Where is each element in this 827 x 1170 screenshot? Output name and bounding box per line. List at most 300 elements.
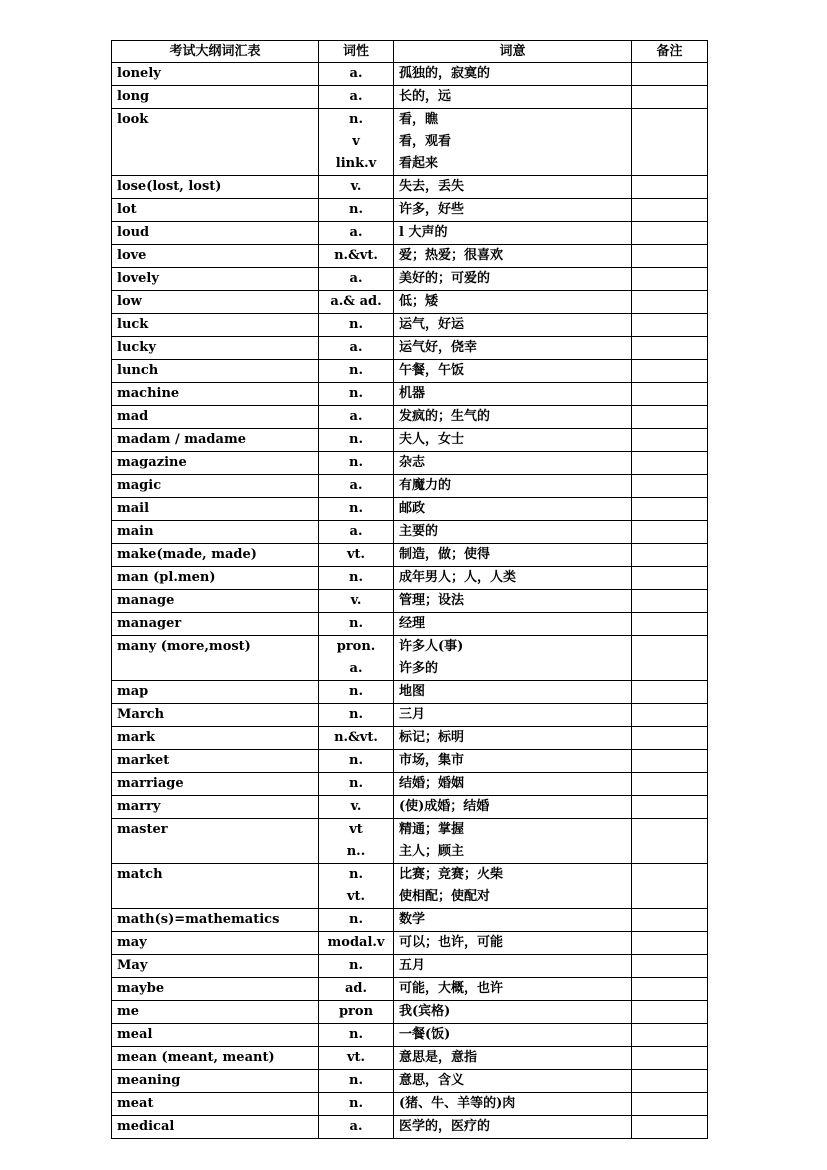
pos-line: n.	[349, 317, 363, 332]
pos-cell	[319, 452, 394, 475]
table-row	[112, 222, 708, 245]
meaning-cell	[394, 955, 632, 978]
table-row	[112, 1116, 708, 1139]
pos-cell	[319, 544, 394, 567]
table-row	[112, 567, 708, 590]
word-cell: maybe	[112, 978, 319, 1001]
table-row	[112, 109, 708, 176]
meaning-line: 意思是，意指	[399, 1050, 478, 1065]
meaning-line: 可以；也许，可能	[399, 935, 504, 950]
pos-cell	[319, 1093, 394, 1116]
pos-cell	[319, 909, 394, 932]
table-row	[112, 796, 708, 819]
word-cell: lunch	[112, 360, 319, 383]
note-cell	[632, 222, 708, 245]
meaning-line: 孤独的，寂寞的	[399, 66, 491, 81]
meaning-line: 有魔力的	[399, 478, 452, 493]
meaning-line: 许多，好些	[399, 202, 465, 217]
word-cell: look	[112, 109, 319, 176]
pos-line: a.& ad.	[330, 294, 382, 309]
note-cell	[632, 360, 708, 383]
word-cell: lose(lost, lost)	[112, 176, 319, 199]
meaning-cell	[394, 86, 632, 109]
pos-cell	[319, 636, 394, 681]
pos-cell	[319, 1070, 394, 1093]
meaning-line: 三月	[399, 707, 426, 722]
word-cell: map	[112, 681, 319, 704]
pos-cell	[319, 475, 394, 498]
meaning-cell	[394, 176, 632, 199]
note-cell	[632, 1001, 708, 1024]
word-cell: mail	[112, 498, 319, 521]
pos-cell	[319, 681, 394, 704]
meaning-cell	[394, 567, 632, 590]
pos-line: n.	[349, 912, 363, 927]
note-cell	[632, 337, 708, 360]
pos-cell	[319, 521, 394, 544]
word-cell: market	[112, 750, 319, 773]
pos-cell	[319, 727, 394, 750]
table-row	[112, 590, 708, 613]
pos-line: a.	[349, 524, 363, 539]
pos-line: vt	[349, 822, 363, 837]
meaning-line: 经理	[399, 616, 426, 631]
table-row	[112, 1001, 708, 1024]
word-cell: lonely	[112, 63, 319, 86]
table-row	[112, 704, 708, 727]
meaning-line: 制造，做；使得	[399, 547, 491, 562]
pos-line: n.	[349, 202, 363, 217]
word-cell: lovely	[112, 268, 319, 291]
pos-cell	[319, 590, 394, 613]
pos-cell	[319, 383, 394, 406]
pos-line: a.	[349, 225, 363, 240]
meaning-line: 机器	[399, 386, 426, 401]
note-cell	[632, 1070, 708, 1093]
note-cell	[632, 567, 708, 590]
meaning-cell	[394, 864, 632, 909]
meaning-cell	[394, 429, 632, 452]
pos-cell	[319, 360, 394, 383]
pos-line: a.	[349, 340, 363, 355]
table-row	[112, 1024, 708, 1047]
pos-line: link.v	[335, 156, 377, 171]
meaning-line: 医学的，医疗的	[399, 1119, 491, 1134]
pos-cell	[319, 978, 394, 1001]
meaning-cell	[394, 1047, 632, 1070]
pos-line: n.&vt.	[334, 248, 378, 263]
meaning-line: 我(宾格)	[399, 1004, 451, 1019]
meaning-line: 主要的	[399, 524, 439, 539]
word-cell: medical	[112, 1116, 319, 1139]
pos-cell	[319, 86, 394, 109]
pos-line: ad.	[344, 981, 368, 996]
pos-cell	[319, 864, 394, 909]
pos-cell	[319, 955, 394, 978]
meaning-cell	[394, 337, 632, 360]
meaning-cell	[394, 704, 632, 727]
pos-line: a.	[349, 1119, 363, 1134]
meaning-cell	[394, 978, 632, 1001]
pos-line: v.	[350, 593, 362, 608]
word-cell: loud	[112, 222, 319, 245]
pos-line: a.	[349, 409, 363, 424]
table-row	[112, 63, 708, 86]
pos-line: n.	[349, 707, 363, 722]
table-row	[112, 268, 708, 291]
meaning-line: 数学	[399, 912, 426, 927]
pos-line: n.	[349, 867, 363, 882]
meaning-line: 许多的	[399, 661, 439, 676]
pos-cell	[319, 819, 394, 864]
meaning-line: (使)成婚；结婚	[399, 799, 490, 814]
table-row	[112, 750, 708, 773]
pos-cell	[319, 750, 394, 773]
note-cell	[632, 796, 708, 819]
note-cell	[632, 1116, 708, 1139]
pos-cell	[319, 932, 394, 955]
meaning-cell	[394, 291, 632, 314]
word-cell: meat	[112, 1093, 319, 1116]
table-row	[112, 475, 708, 498]
note-cell	[632, 245, 708, 268]
note-cell	[632, 63, 708, 86]
table-row	[112, 86, 708, 109]
word-cell: match	[112, 864, 319, 909]
note-cell	[632, 109, 708, 176]
table-row	[112, 636, 708, 681]
table-row	[112, 681, 708, 704]
meaning-cell	[394, 498, 632, 521]
meaning-line: 午餐，午饭	[399, 363, 465, 378]
meaning-cell	[394, 1093, 632, 1116]
meaning-line: 五月	[399, 958, 426, 973]
meaning-line: 一餐(饭)	[399, 1027, 451, 1042]
meaning-line: 看，瞧	[399, 112, 439, 127]
note-cell	[632, 955, 708, 978]
meaning-cell	[394, 932, 632, 955]
pos-cell	[319, 245, 394, 268]
meaning-cell	[394, 773, 632, 796]
meaning-cell	[394, 521, 632, 544]
table-row	[112, 245, 708, 268]
meaning-line: 发疯的；生气的	[399, 409, 491, 424]
meaning-line: 长的，远	[399, 89, 452, 104]
meaning-line: 邮政	[399, 501, 426, 516]
table-row	[112, 773, 708, 796]
pos-line: n.	[349, 684, 363, 699]
word-cell: marriage	[112, 773, 319, 796]
meaning-line: 精通；掌握	[399, 822, 465, 837]
word-cell: May	[112, 955, 319, 978]
table-row	[112, 199, 708, 222]
pos-line: n.	[349, 958, 363, 973]
note-cell	[632, 1093, 708, 1116]
meaning-line: 美好的；可爱的	[399, 271, 491, 286]
note-cell	[632, 498, 708, 521]
pos-line: a.	[349, 89, 363, 104]
word-cell: machine	[112, 383, 319, 406]
vocab-table	[111, 40, 708, 1139]
header-meaning: 词意	[394, 41, 632, 63]
pos-cell	[319, 613, 394, 636]
meaning-line: 运气，好运	[399, 317, 465, 332]
note-cell	[632, 773, 708, 796]
meaning-cell	[394, 750, 632, 773]
meaning-line: (猪、牛、羊等的)肉	[399, 1096, 516, 1111]
meaning-cell	[394, 727, 632, 750]
word-cell: love	[112, 245, 319, 268]
pos-cell	[319, 222, 394, 245]
meaning-line: 地图	[399, 684, 426, 699]
word-cell: may	[112, 932, 319, 955]
meaning-line: 失去，丢失	[399, 179, 465, 194]
pos-line: n.	[349, 1073, 363, 1088]
note-cell	[632, 681, 708, 704]
pos-line: vt.	[346, 1050, 366, 1065]
note-cell	[632, 819, 708, 864]
table-row	[112, 452, 708, 475]
meaning-cell	[394, 544, 632, 567]
table-row	[112, 383, 708, 406]
word-cell: long	[112, 86, 319, 109]
meaning-line: 夫人，女士	[399, 432, 465, 447]
meaning-cell	[394, 636, 632, 681]
meaning-cell	[394, 199, 632, 222]
meaning-cell	[394, 1116, 632, 1139]
word-cell: luck	[112, 314, 319, 337]
note-cell	[632, 1047, 708, 1070]
note-cell	[632, 544, 708, 567]
pos-cell	[319, 1024, 394, 1047]
meaning-line: 低；矮	[399, 294, 439, 309]
note-cell	[632, 406, 708, 429]
pos-line: n.	[349, 753, 363, 768]
pos-cell	[319, 498, 394, 521]
meaning-line: 结婚；婚姻	[399, 776, 465, 791]
pos-line: a.	[349, 478, 363, 493]
meaning-cell	[394, 475, 632, 498]
table-row	[112, 613, 708, 636]
table-row	[112, 360, 708, 383]
meaning-cell	[394, 590, 632, 613]
meaning-cell	[394, 314, 632, 337]
pos-line: n.	[349, 776, 363, 791]
pos-line: a.	[349, 271, 363, 286]
word-cell: meaning	[112, 1070, 319, 1093]
word-cell: manage	[112, 590, 319, 613]
table-row	[112, 955, 708, 978]
note-cell	[632, 452, 708, 475]
pos-cell	[319, 268, 394, 291]
table-row	[112, 291, 708, 314]
meaning-line: 使相配；使配对	[399, 889, 491, 904]
pos-line: modal.v	[327, 935, 385, 950]
note-cell	[632, 1024, 708, 1047]
meaning-cell	[394, 383, 632, 406]
meaning-cell	[394, 268, 632, 291]
pos-line: vt.	[346, 547, 366, 562]
note-cell	[632, 590, 708, 613]
pos-line: a.	[349, 66, 363, 81]
note-cell	[632, 978, 708, 1001]
meaning-cell	[394, 681, 632, 704]
meaning-cell	[394, 613, 632, 636]
pos-cell	[319, 63, 394, 86]
table-row	[112, 314, 708, 337]
note-cell	[632, 521, 708, 544]
pos-line: n.	[349, 432, 363, 447]
note-cell	[632, 932, 708, 955]
meaning-line: 成年男人；人，人类	[399, 570, 517, 585]
note-cell	[632, 314, 708, 337]
note-cell	[632, 199, 708, 222]
pos-line: v	[352, 134, 360, 149]
table-row	[112, 429, 708, 452]
pos-cell	[319, 314, 394, 337]
table-row	[112, 1093, 708, 1116]
table-row	[112, 819, 708, 864]
word-cell: mean (meant, meant)	[112, 1047, 319, 1070]
pos-line: n.	[349, 112, 363, 127]
word-cell: make(made, made)	[112, 544, 319, 567]
pos-cell	[319, 1047, 394, 1070]
meaning-cell	[394, 109, 632, 176]
meaning-line: l 大声的	[399, 225, 448, 240]
meaning-line: 可能，大概，也许	[399, 981, 504, 996]
pos-cell	[319, 109, 394, 176]
word-cell: man (pl.men)	[112, 567, 319, 590]
meaning-line: 看，观看	[399, 134, 452, 149]
meaning-line: 杂志	[399, 455, 426, 470]
table-row	[112, 406, 708, 429]
meaning-line: 运气好，侥幸	[399, 340, 478, 355]
word-cell: low	[112, 291, 319, 314]
pos-line: n..	[346, 844, 366, 859]
table-row	[112, 521, 708, 544]
meaning-line: 市场，集市	[399, 753, 465, 768]
pos-cell	[319, 337, 394, 360]
word-cell: mad	[112, 406, 319, 429]
table-row	[112, 909, 708, 932]
note-cell	[632, 613, 708, 636]
meaning-cell	[394, 360, 632, 383]
note-cell	[632, 176, 708, 199]
meaning-line: 标记；标明	[399, 730, 465, 745]
meaning-cell	[394, 452, 632, 475]
header-pos: 词性	[319, 41, 394, 63]
word-cell: meal	[112, 1024, 319, 1047]
table-row	[112, 727, 708, 750]
word-cell: master	[112, 819, 319, 864]
pos-line: n.	[349, 1096, 363, 1111]
meaning-cell	[394, 63, 632, 86]
meaning-cell	[394, 909, 632, 932]
meaning-cell	[394, 222, 632, 245]
pos-line: n.	[349, 570, 363, 585]
pos-line: n.	[349, 616, 363, 631]
note-cell	[632, 636, 708, 681]
pos-cell	[319, 291, 394, 314]
meaning-line: 管理；设法	[399, 593, 465, 608]
note-cell	[632, 86, 708, 109]
pos-line: n.&vt.	[334, 730, 378, 745]
pos-cell	[319, 704, 394, 727]
word-cell: many (more,most)	[112, 636, 319, 681]
word-cell: me	[112, 1001, 319, 1024]
pos-line: pron.	[336, 639, 376, 654]
header-word: 考试大纲词汇表	[112, 41, 319, 63]
pos-cell	[319, 1001, 394, 1024]
vocab-body	[112, 63, 708, 1139]
word-cell: madam / madame	[112, 429, 319, 452]
pos-cell	[319, 796, 394, 819]
pos-line: pron	[338, 1004, 374, 1019]
word-cell: math(s)=mathematics	[112, 909, 319, 932]
pos-line: vt.	[346, 889, 366, 904]
note-cell	[632, 864, 708, 909]
note-cell	[632, 268, 708, 291]
note-cell	[632, 750, 708, 773]
meaning-cell	[394, 796, 632, 819]
pos-line: n.	[349, 1027, 363, 1042]
word-cell: marry	[112, 796, 319, 819]
pos-line: v.	[350, 799, 362, 814]
word-cell: magic	[112, 475, 319, 498]
pos-line: n.	[349, 501, 363, 516]
table-row	[112, 978, 708, 1001]
word-cell: mark	[112, 727, 319, 750]
pos-cell	[319, 176, 394, 199]
meaning-line: 主人；顾主	[399, 844, 465, 859]
meaning-cell	[394, 245, 632, 268]
table-row	[112, 864, 708, 909]
meaning-cell	[394, 1024, 632, 1047]
meaning-line: 看起来	[399, 156, 439, 171]
pos-line: n.	[349, 386, 363, 401]
note-cell	[632, 291, 708, 314]
table-row	[112, 932, 708, 955]
pos-cell	[319, 1116, 394, 1139]
meaning-cell	[394, 1070, 632, 1093]
word-cell: magazine	[112, 452, 319, 475]
note-cell	[632, 383, 708, 406]
meaning-cell	[394, 819, 632, 864]
table-row	[112, 176, 708, 199]
pos-cell	[319, 567, 394, 590]
note-cell	[632, 909, 708, 932]
table-row	[112, 337, 708, 360]
note-cell	[632, 727, 708, 750]
meaning-line: 许多人(事)	[399, 639, 464, 654]
note-cell	[632, 475, 708, 498]
table-row	[112, 1047, 708, 1070]
meaning-cell	[394, 1001, 632, 1024]
pos-line: a.	[349, 661, 363, 676]
pos-cell	[319, 429, 394, 452]
pos-cell	[319, 773, 394, 796]
word-cell: manager	[112, 613, 319, 636]
table-header-row	[112, 41, 708, 63]
pos-cell	[319, 199, 394, 222]
pos-cell	[319, 406, 394, 429]
table-row	[112, 544, 708, 567]
pos-line: v.	[350, 179, 362, 194]
meaning-line: 比赛；竞赛；火柴	[399, 867, 504, 882]
word-cell: main	[112, 521, 319, 544]
word-cell: March	[112, 704, 319, 727]
meaning-cell	[394, 406, 632, 429]
